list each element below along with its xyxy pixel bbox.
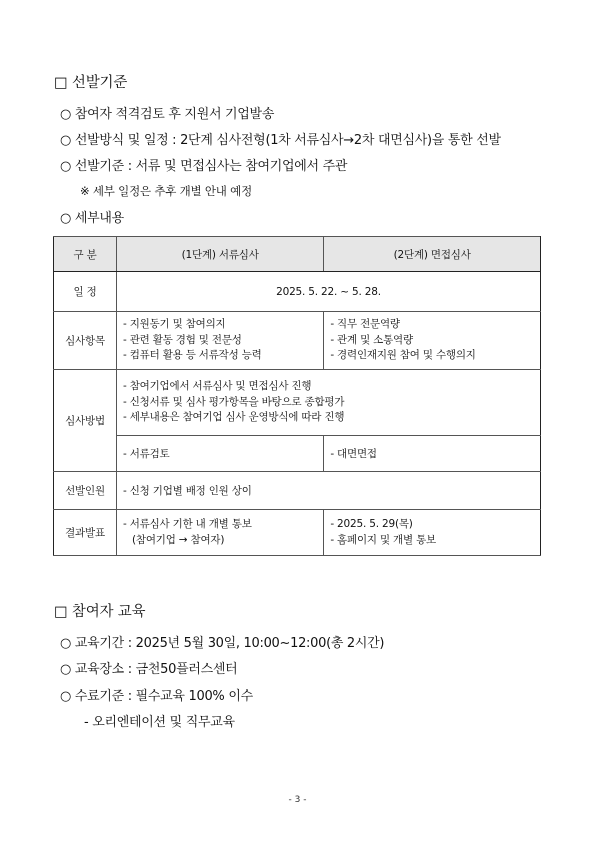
bullet-edu-place: ○ 교육장소 : 금천50플러스센터 [60,662,238,677]
list-item: - 홈페이지 및 개별 통보 [330,533,436,546]
list-item: - 지원동기 및 참여의지 [123,318,226,331]
list-item: - 신청서류 및 심사 평가항목을 바탕으로 종합평가 [123,395,345,408]
row-label-headcount: 선발인원 [54,472,117,510]
list-item: - 경력인재지원 참여 및 수행의지 [330,349,476,362]
bullet-details: ○ 세부내용 [60,211,124,226]
header-stage1: (1단계) 서류심사 [117,237,324,272]
bullet-edu-period: ○ 교육기간 : 2025년 5월 30일, 10:00~12:00(총 2시간) [60,636,385,651]
list-item: - 컴퓨터 활용 등 서류작성 능력 [123,349,262,362]
method-common [117,370,541,436]
table-row-result [54,510,541,556]
bullet-selection-method: ○ 선발방식 및 일정 : 2단계 심사전형(1차 서류심사→2차 대면심사)을 통한 선발 [60,133,501,148]
list-item: - 참여기업에서 서류심사 및 면접심사 진행 [123,380,312,393]
schedule-note: ※ 세부 일정은 추후 개별 안내 예정 [80,184,252,198]
headcount-value: - 신청 기업별 배정 인원 상이 [117,472,541,510]
table-row-schedule [54,272,541,312]
bullet-eligibility: ○ 참여자 적격검토 후 지원서 기업발송 [60,107,275,122]
header-stage2: (2단계) 면접심사 [324,237,541,272]
table-header-row [54,237,541,272]
method-stage1: - 서류검토 [117,436,324,472]
section-title-education: □ 참여자 교육 [54,604,146,620]
schedule-value: 2025. 5. 22. ~ 5. 28. [117,272,541,312]
row-label-result: 결과발표 [54,510,117,556]
bullet-edu-completion: ○ 수료기준 : 필수교육 100% 이수 [60,689,253,704]
list-item: - 서류심사 기한 내 개별 통보 [123,518,252,530]
list-item: - 직무 전문역량 [330,318,400,331]
list-item: - 2025. 5. 29(목) [330,518,413,530]
row-label-items: 심사항목 [54,312,117,370]
result-stage2 [324,510,541,556]
method-stage2: - 대면면접 [324,436,541,472]
items-stage1 [117,312,324,370]
bullet-selection-criteria: ○ 선발기준 : 서류 및 면접심사는 참여기업에서 주관 [60,159,348,174]
table-row-method-stages [54,436,541,472]
items-stage2 [324,312,541,370]
section-title-selection: □ 선발기준 [54,75,128,91]
list-item: (참여기업 → 참여자) [132,533,225,546]
list-item: - 관련 활동 경험 및 전문성 [123,333,242,346]
header-category: 구 분 [54,237,117,272]
selection-table [53,236,541,556]
edu-sub-item: - 오리엔테이션 및 직무교육 [84,715,235,730]
table-row-items [54,312,541,370]
result-stage1 [117,510,324,556]
row-label-schedule: 일 정 [54,272,117,312]
table-row-method-common [54,370,541,436]
row-label-method: 심사방법 [54,370,117,472]
list-item: - 관계 및 소통역량 [330,333,413,346]
page-number: - 3 - [288,795,307,805]
list-item: - 세부내용은 참여기업 심사 운영방식에 따라 진행 [123,411,345,424]
table-row-headcount [54,472,541,510]
